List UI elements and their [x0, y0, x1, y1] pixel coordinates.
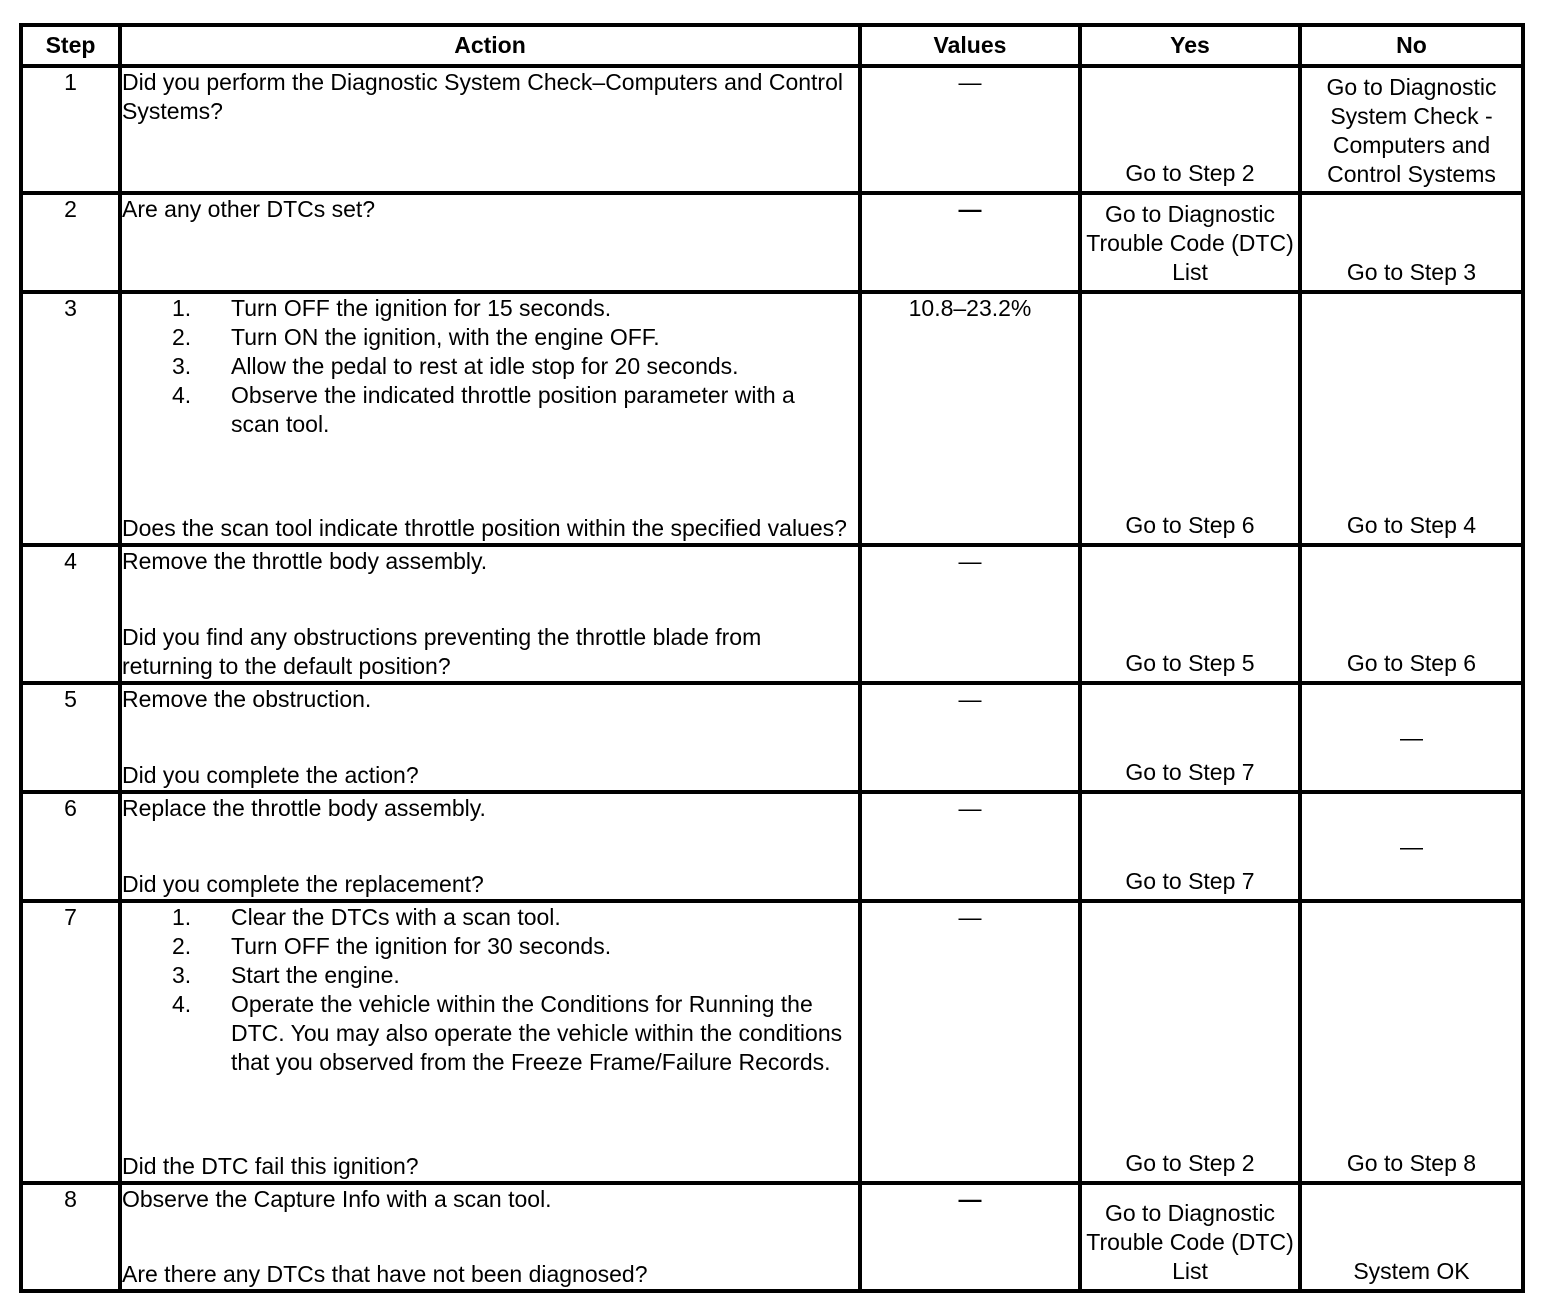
yes-cell: [1080, 545, 1300, 683]
table-row: [21, 66, 1523, 193]
step-number: 2: [21, 193, 120, 292]
action-steps-list: [122, 903, 858, 1077]
header-action: Action: [120, 25, 860, 66]
values-cell: —: [860, 901, 1080, 1183]
header-step: Step: [21, 25, 120, 66]
table-row: [21, 792, 1523, 901]
values-cell: —: [860, 683, 1080, 792]
yes-text: Go to Diagnostic Trouble Code (DTC) List: [1086, 1200, 1294, 1284]
action-cell: [120, 683, 860, 792]
values-cell: —: [860, 1183, 1080, 1291]
yes-cell: [1080, 683, 1300, 792]
no-text: Go to Step 6: [1346, 650, 1477, 676]
step-number: 4: [21, 545, 120, 683]
yes-text: Go to Step 2: [1125, 1150, 1255, 1176]
no-cell: [1300, 545, 1523, 683]
action-text: Observe the Capture Info with a scan tool.: [122, 1186, 552, 1212]
header-values: Values: [860, 25, 1080, 66]
action-text: Replace the throttle body assembly.: [122, 795, 486, 821]
yes-cell: [1080, 901, 1300, 1183]
step-number: 5: [21, 683, 120, 792]
action-steps-list: [122, 294, 858, 439]
no-cell: [1300, 683, 1523, 792]
step-number: 3: [21, 292, 120, 545]
table-row: [21, 1183, 1523, 1291]
yes-cell: [1080, 193, 1300, 292]
table-row: [21, 292, 1523, 545]
no-cell: [1300, 193, 1523, 292]
list-item: 2. Turn ON the ignition, with the engine OFF.: [172, 324, 660, 350]
list-item: 2. Turn OFF the ignition for 30 seconds.: [172, 933, 612, 959]
yes-text: Go to Step 6: [1125, 512, 1255, 538]
action-text: Did you perform the Diagnostic System Check–Computers and Control Systems?: [122, 69, 843, 124]
action-cell: [120, 792, 860, 901]
step-number: 8: [21, 1183, 120, 1291]
yes-text: Go to Step 5: [1125, 650, 1255, 676]
list-item: 4. Operate the vehicle within the Conditions for Running the DTC. You may also operate the vehicle within the conditions that you observed from the Freeze Frame/Failure Records.: [172, 991, 843, 1075]
yes-text: Go to Step 7: [1125, 868, 1255, 894]
yes-cell: [1080, 292, 1300, 545]
table-row: [21, 545, 1523, 683]
no-text: —: [1400, 833, 1423, 859]
action-cell: [120, 545, 860, 683]
step-number: 7: [21, 901, 120, 1183]
yes-cell: [1080, 792, 1300, 901]
list-item: 1. Clear the DTCs with a scan tool.: [172, 904, 561, 930]
action-cell: [120, 193, 860, 292]
list-item: 1. Turn OFF the ignition for 15 seconds.: [172, 295, 612, 321]
no-cell: [1300, 1183, 1523, 1291]
header-row: [21, 25, 1523, 66]
action-question: Did the DTC fail this ignition?: [122, 1153, 419, 1179]
values-cell: —: [860, 66, 1080, 193]
no-text: Go to Step 3: [1346, 259, 1477, 285]
header-no: No: [1300, 25, 1523, 66]
action-cell: [120, 1183, 860, 1291]
no-cell: [1300, 292, 1523, 545]
action-cell: [120, 66, 860, 193]
action-text: Remove the obstruction.: [122, 686, 372, 712]
values-cell: —: [860, 792, 1080, 901]
yes-cell: [1080, 66, 1300, 193]
yes-text: Go to Diagnostic Trouble Code (DTC) List: [1086, 201, 1294, 285]
no-text: —: [1400, 724, 1423, 750]
values-cell: 10.8–23.2%: [860, 292, 1080, 545]
no-cell: [1300, 901, 1523, 1183]
table-row: [21, 683, 1523, 792]
list-item: 3. Allow the pedal to rest at idle stop for 20 seconds.: [172, 353, 739, 379]
action-text: Remove the throttle body assembly.: [122, 548, 488, 574]
no-text: Go to Step 4: [1346, 512, 1477, 538]
yes-cell: [1080, 1183, 1300, 1291]
no-text: Go to Diagnostic System Check - Computers and Control Systems: [1326, 74, 1497, 187]
action-question: Does the scan tool indicate throttle position within the specified values?: [122, 515, 847, 541]
no-cell: [1300, 792, 1523, 901]
table-row: [21, 901, 1523, 1183]
action-question: Did you complete the action?: [122, 762, 419, 788]
action-question: Did you complete the replacement?: [122, 871, 484, 897]
step-number: 6: [21, 792, 120, 901]
yes-text: Go to Step 2: [1125, 160, 1255, 186]
no-text: System OK: [1353, 1258, 1470, 1284]
values-cell: —: [860, 545, 1080, 683]
action-question: Are there any DTCs that have not been diagnosed?: [122, 1261, 648, 1287]
step-number: 1: [21, 66, 120, 193]
no-cell: [1300, 66, 1523, 193]
header-yes: Yes: [1080, 25, 1300, 66]
diagnostic-table: [19, 23, 1525, 1293]
action-question: Did you find any obstructions preventing the throttle blade from returning to the default position?: [122, 624, 762, 679]
list-item: 3. Start the engine.: [172, 962, 400, 988]
yes-text: Go to Step 7: [1125, 759, 1255, 785]
list-item: 4. Observe the indicated throttle position parameter with a scan tool.: [172, 382, 795, 437]
action-cell: [120, 292, 860, 545]
no-text: Go to Step 8: [1346, 1150, 1477, 1176]
action-text: Are any other DTCs set?: [122, 196, 376, 222]
values-cell: —: [860, 193, 1080, 292]
action-cell: [120, 901, 860, 1183]
table-row: [21, 193, 1523, 292]
